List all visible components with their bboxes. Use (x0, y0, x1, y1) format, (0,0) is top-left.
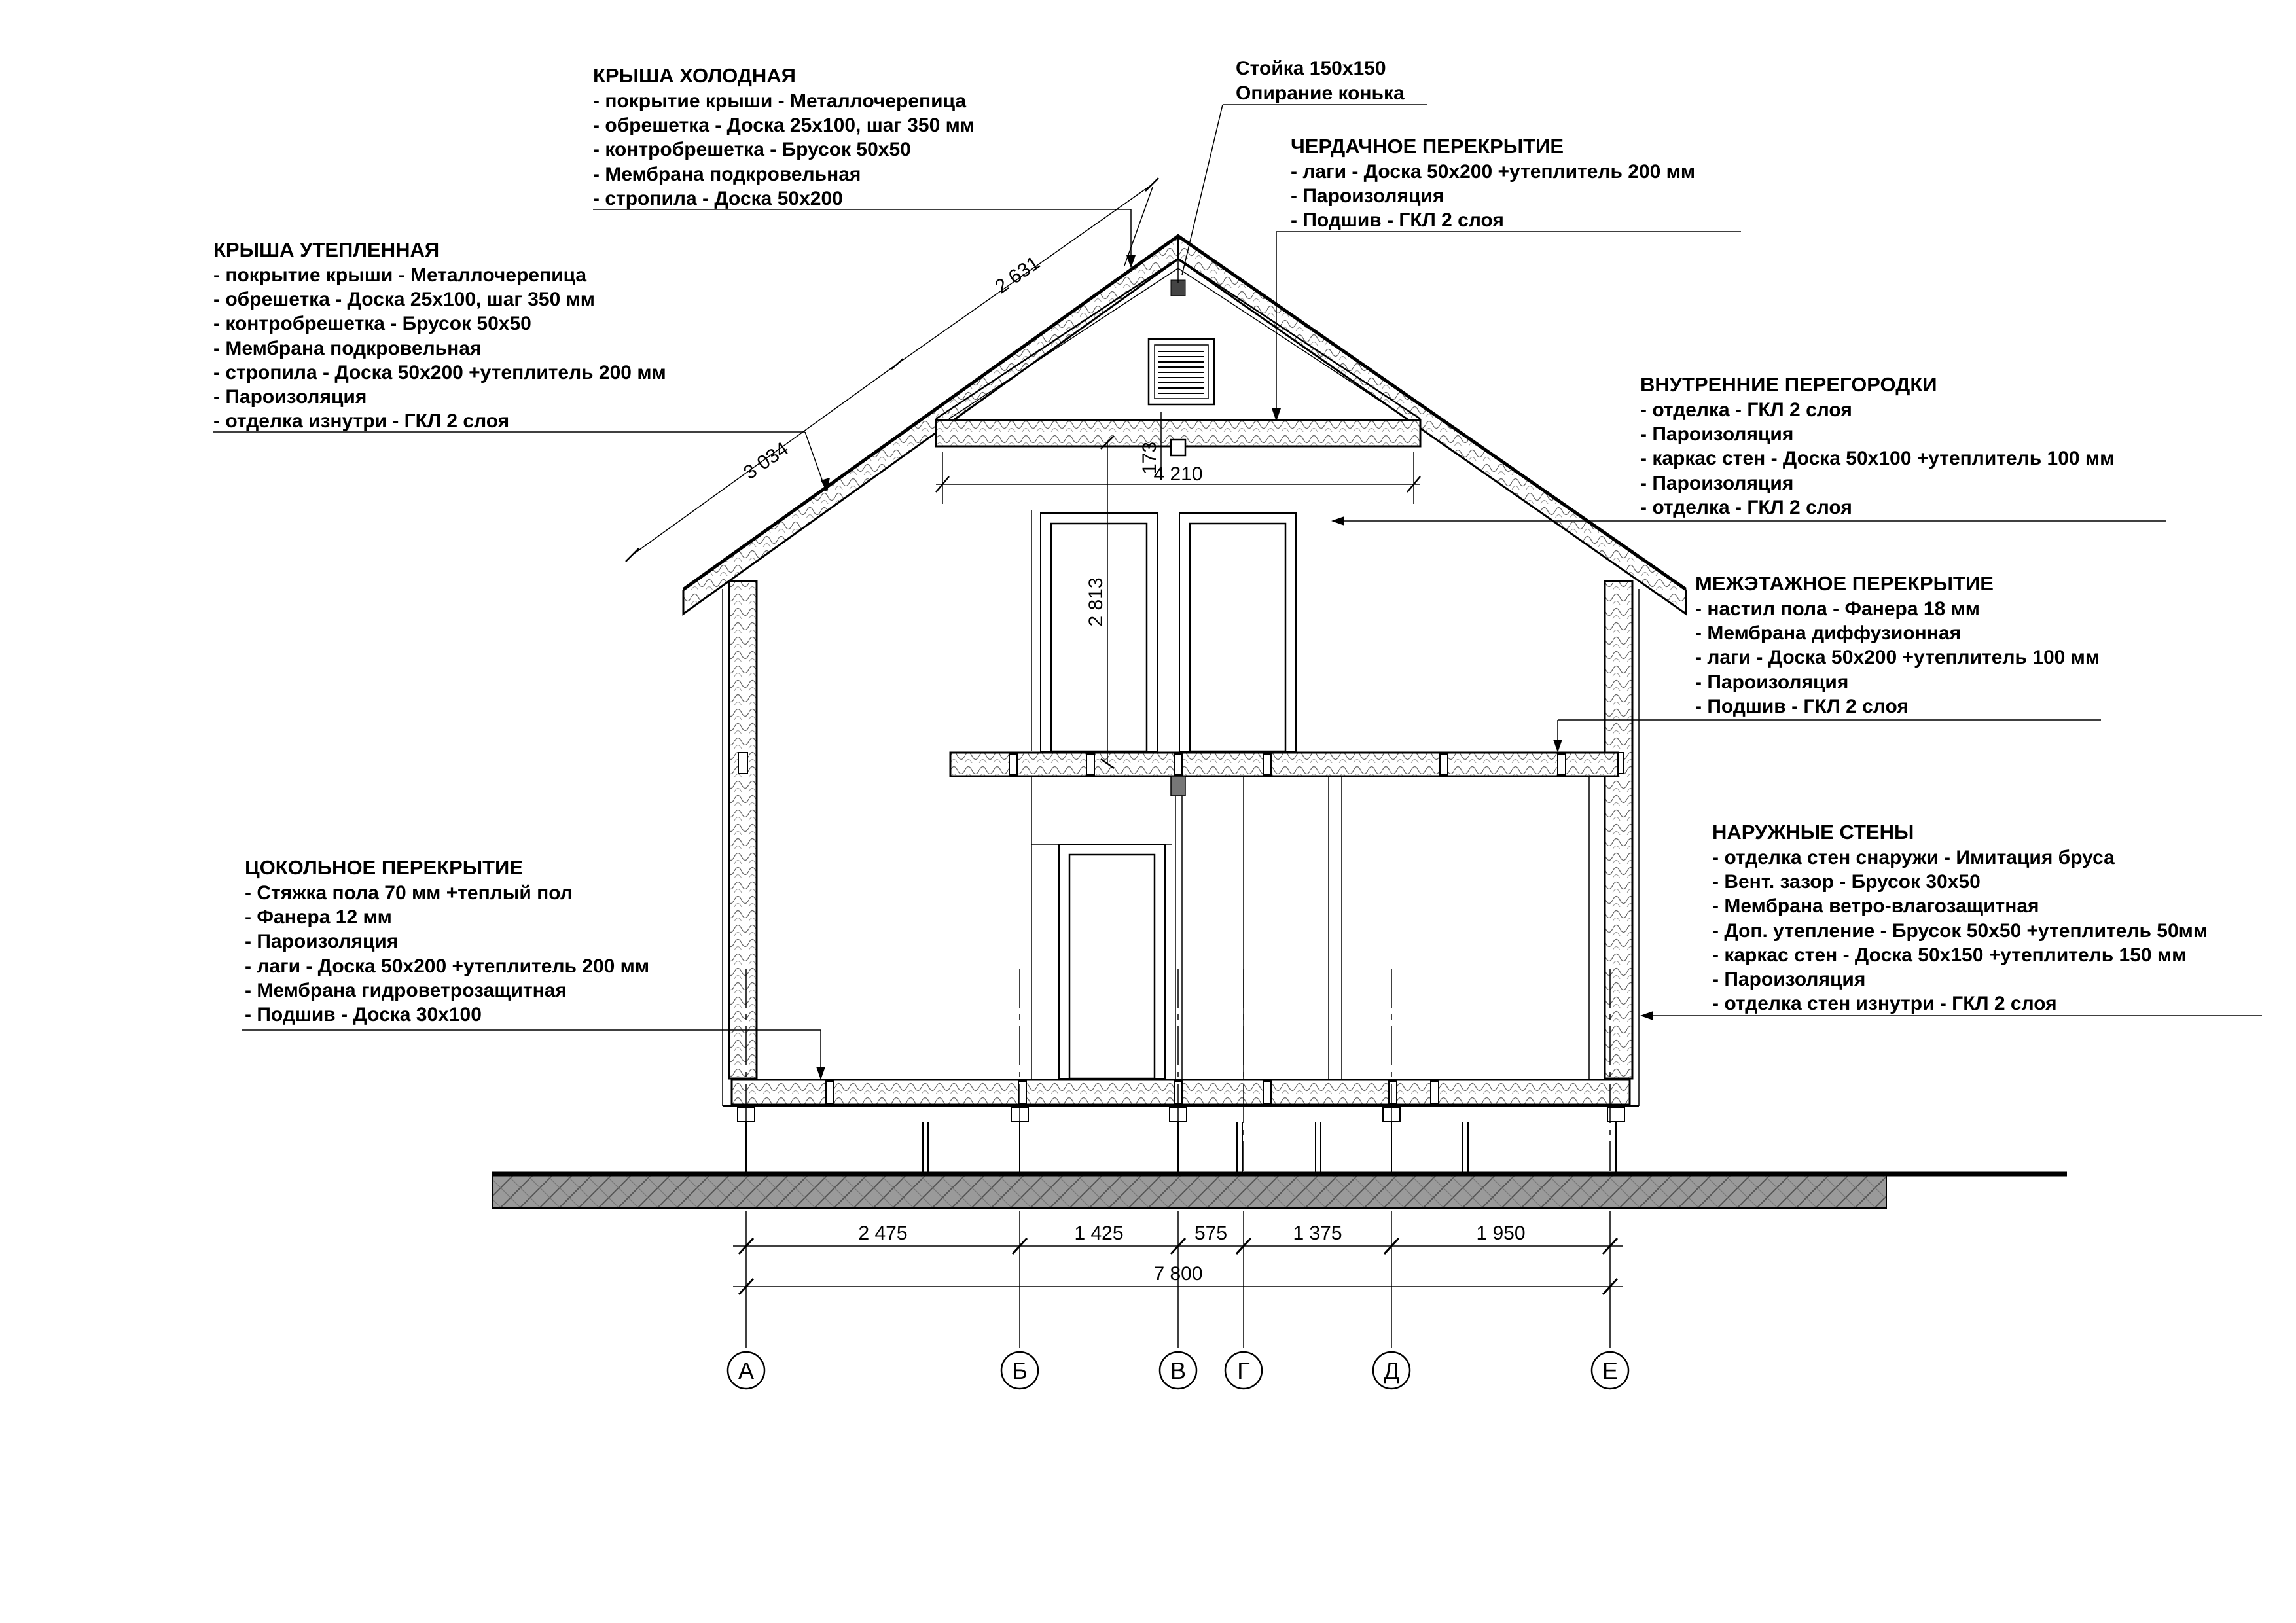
note-warm-roof-title: КРЫША УТЕПЛЕННАЯ (213, 238, 440, 261)
note-item: - Пароизоляция (245, 931, 399, 952)
note-item: - Стяжка пола 70 мм +теплый пол (245, 882, 573, 904)
note-item: - Фанера 12 мм (245, 906, 392, 928)
axis-label: Б (1012, 1357, 1028, 1384)
note-item: - отделка - ГКЛ 2 слоя (1640, 497, 1852, 518)
plinth-floor-slab (723, 1080, 1639, 1106)
interior-lines (1031, 510, 1589, 1079)
note-item: - каркас стен - Доска 50х100 +утеплитель 100 мм (1640, 448, 2115, 469)
dim-floor-height (1085, 436, 1114, 768)
note-item: - обрешетка - Доска 25х100, шаг 350 мм (213, 289, 595, 310)
dim-attic-width (936, 452, 1420, 504)
note-item: - настил пола - Фанера 18 мм (1695, 598, 1980, 620)
note-item: - покрытие крыши - Металлочерепица (213, 264, 587, 286)
note-item: - Пароизоляция (1640, 423, 1794, 445)
note-item: - Мембрана подкровельная (593, 164, 861, 185)
interfloor-slab (950, 753, 1618, 796)
axis-label: Е (1602, 1357, 1619, 1384)
leader-arrows (816, 255, 1653, 1080)
note-item: - Пароизоляция (1695, 671, 1849, 693)
axis-label: Г (1237, 1357, 1250, 1384)
span-label: 2 475 (858, 1222, 908, 1244)
note-attic-floor (1291, 135, 1695, 231)
note-item: - Вент. зазор - Брусок 30х50 (1712, 871, 1981, 893)
door-upper-right (1179, 513, 1296, 751)
span-label: 1 950 (1476, 1222, 1526, 1244)
note-attic-floor-title: ЧЕРДАЧНОЕ ПЕРЕКРЫТИЕ (1291, 135, 1564, 158)
note-item: - стропила - Доска 50х200 (593, 188, 843, 209)
note-warm-roof (213, 238, 666, 432)
note-item: - Мембрана ветро-влагозащитная (1712, 895, 2039, 917)
ground (492, 1174, 2067, 1208)
note-item: - отделка - ГКЛ 2 слоя (1640, 399, 1852, 421)
note-item: - Подшив - ГКЛ 2 слоя (1695, 696, 1909, 717)
note-item: - Пароизоляция (1291, 185, 1444, 207)
note-item: - лаги - Доска 50х200 +утеплитель 200 мм (1291, 161, 1696, 183)
note-interfloor-title: МЕЖЭТАЖНОЕ ПЕРЕКРЫТИЕ (1695, 572, 1994, 595)
note-item: Опирание конька (1236, 82, 1405, 104)
outer-wall-left (723, 581, 757, 1080)
dim-floor-height-label: 2 813 (1085, 577, 1107, 627)
note-item: - контробрешетка - Брусок 50х50 (593, 139, 911, 160)
note-item: - лаги - Доска 50х200 +утеплитель 200 мм (245, 955, 650, 977)
note-item: - отделка изнутри - ГКЛ 2 слоя (213, 410, 510, 432)
note-item: - Пароизоляция (213, 386, 367, 408)
note-cold-roof (593, 64, 975, 209)
axis-label: А (738, 1357, 755, 1384)
note-item: - обрешетка - Доска 25х100, шаг 350 мм (593, 115, 975, 136)
span-label: 575 (1194, 1222, 1228, 1244)
span-label: 1 425 (1074, 1222, 1124, 1244)
note-item: - каркас стен - Доска 50х150 +утеплитель 150 мм (1712, 944, 2187, 966)
axis-label: В (1170, 1357, 1187, 1384)
note-ridge-title: Стойка 150х150 (1236, 58, 1386, 79)
note-outer-walls (1712, 821, 2208, 1014)
note-item: - отделка стен снаружи - Имитация бруса (1712, 847, 2115, 868)
note-interfloor (1695, 572, 2100, 717)
note-plinth-floor-title: ЦОКОЛЬНОЕ ПЕРЕКРЫТИЕ (245, 856, 523, 879)
door-lower (1059, 844, 1165, 1079)
note-item: - Мембрана подкровельная (213, 338, 482, 359)
vent-grille (1149, 339, 1214, 404)
note-partitions (1640, 373, 2114, 518)
note-outer-walls-title: НАРУЖНЫЕ СТЕНЫ (1712, 821, 1914, 844)
dim-attic-width-label: 4 210 (1153, 463, 1203, 485)
note-item: - Пароизоляция (1640, 473, 1794, 494)
note-item: - контробрешетка - Брусок 50х50 (213, 313, 531, 334)
note-ridge (1236, 58, 1405, 104)
dim-roof-upper-label: 2 631 (991, 252, 1044, 298)
dim-roof-lower-label: 3 034 (740, 438, 793, 484)
door-upper-left (1041, 513, 1157, 751)
note-item: - Доп. утепление - Брусок 50х50 +утеплитель 50мм (1712, 920, 2208, 942)
note-item: - Мембрана гидроветрозащитная (245, 980, 567, 1001)
note-item: - Пароизоляция (1712, 969, 1866, 990)
note-item: - стропила - Доска 50х200 +утеплитель 200 мм (213, 362, 666, 383)
dim-roof-upper (891, 178, 1158, 369)
note-item: - Подшив - ГКЛ 2 слоя (1291, 209, 1504, 231)
note-item: - лаги - Доска 50х200 +утеплитель 100 мм (1695, 647, 2100, 668)
total-label: 7 800 (1153, 1263, 1203, 1285)
note-cold-roof-title: КРЫША ХОЛОДНАЯ (593, 64, 796, 87)
note-plinth-floor (245, 856, 649, 1026)
span-label: 1 375 (1293, 1222, 1342, 1244)
attic-floor-slab (936, 420, 1420, 455)
dim-ridge-height-label: 173 (1139, 441, 1160, 475)
note-item: - Мембрана диффузионная (1695, 622, 1962, 644)
note-partitions-title: ВНУТРЕННИЕ ПЕРЕГОРОДКИ (1640, 373, 1937, 396)
note-item: - покрытие крыши - Металлочерепица (593, 90, 967, 112)
note-item: - отделка стен изнутри - ГКЛ 2 слоя (1712, 993, 2057, 1014)
axis-label: Д (1383, 1357, 1400, 1384)
foundation-piles (738, 1107, 1624, 1173)
note-item: - Подшив - Доска 30х100 (245, 1004, 482, 1026)
